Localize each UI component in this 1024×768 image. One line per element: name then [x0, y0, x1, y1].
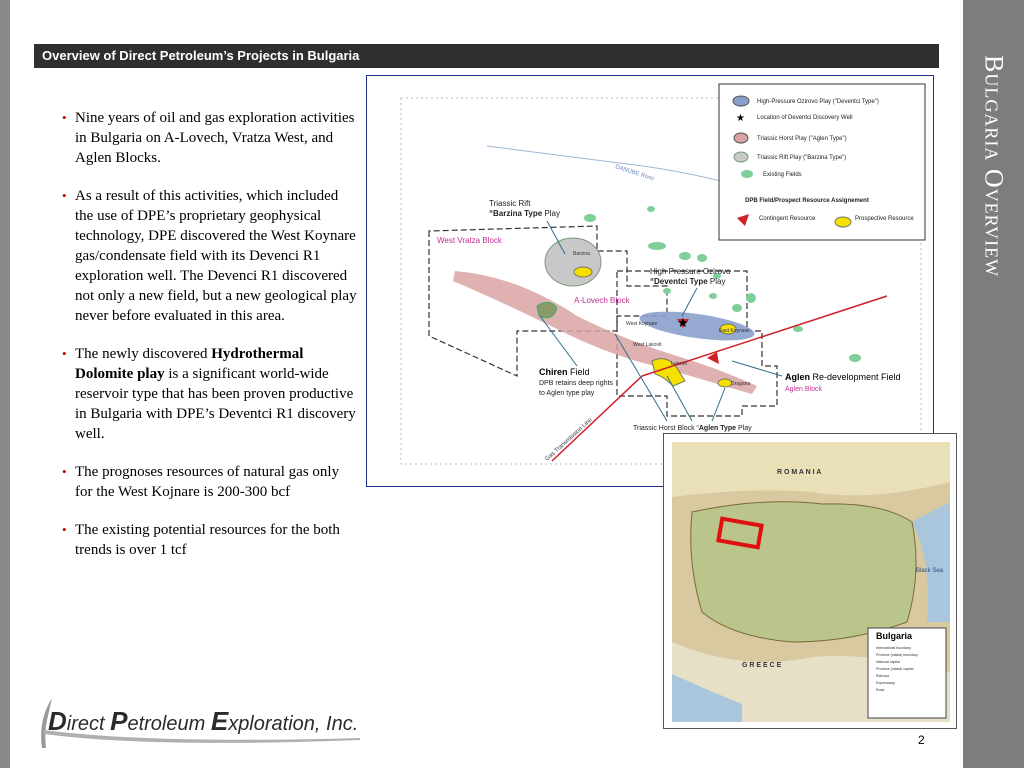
svg-text:High-Pressure Ozirovo Play ("D: High-Pressure Ozirovo Play ("Deventci Type"): [757, 99, 879, 105]
barzina-label: Barzina: [573, 251, 590, 257]
svg-text:Province (oblast) boundary: Province (oblast) boundary: [876, 653, 918, 657]
bullet-icon: •: [62, 346, 67, 361]
dragana-prospect: [718, 379, 732, 387]
chiren-note-2: to Aglen type play: [539, 390, 595, 397]
a-lovech-label: A-Lovech Block: [574, 296, 630, 305]
lukovit-label: Lukovit: [671, 361, 687, 367]
bullet-item: • Nine years of oil and gas exploration activities in Bulgaria on A-Lovech, Vratza West, and Aglen Blocks.: [62, 110, 355, 166]
map-legend: [719, 84, 925, 240]
svg-text:Contingent Resource: Contingent Resource: [759, 216, 816, 222]
barzina-rift: [545, 238, 601, 286]
horst-label: Triassic Horst Block “Aglen Type Play: [633, 425, 752, 432]
romania-label: R O M A N I A: [777, 469, 822, 476]
west-koynare-label: West Koynare: [626, 321, 658, 327]
bullet-list: [60, 108, 360, 578]
hp-label-1: High Pressure Ozirovo: [650, 267, 731, 276]
black-sea-label: Black Sea: [916, 568, 944, 574]
svg-text:Railroad: Railroad: [876, 674, 890, 678]
svg-text:International boundary: International boundary: [876, 646, 911, 650]
bullet-icon: •: [62, 110, 67, 125]
aglen-block-label: Aglen Block: [785, 386, 822, 393]
bullet-item: • The prognoses resources of natural gas only for the West Kojnare is 200-300 bcf: [62, 464, 340, 500]
hp-label-2: “Deventci Type Play: [650, 277, 726, 286]
svg-text:Expressway: Expressway: [876, 681, 895, 685]
inset-legend: [868, 628, 946, 718]
greece-label: G R E E C E: [742, 662, 782, 669]
west-lukovit-label: West Lukovit: [633, 342, 662, 348]
rift-label-2: “Barzina Type Play: [489, 209, 560, 218]
svg-text:Bulgaria: Bulgaria: [876, 631, 913, 641]
svg-text:★: ★: [736, 113, 745, 124]
dragana-label: Dragana: [731, 381, 751, 387]
bullet-icon: •: [62, 522, 67, 537]
rift-label-1: Triassic Rift: [489, 199, 531, 208]
bullet-icon: •: [62, 464, 67, 479]
deventci-well-icon: ★: [677, 315, 689, 330]
page-number: 2: [918, 733, 925, 747]
pipeline-label: Gas Transmission Line: [544, 417, 594, 463]
side-title: Bulgaria Overview: [979, 55, 1009, 278]
bulgaria-territory: [691, 502, 916, 642]
svg-text:Existing Fields: Existing Fields: [763, 172, 802, 178]
bullet-item: • As a result of this activities, which included the use of DPE’s proprietary geophysical technology, DPE discovered the West Koynare gas/condensate field with its Devenci R1 exploration well. The Devenci R1 discovered not only a new field, but a new geological play never before evaluated in this area.: [62, 188, 357, 324]
slide-title: Overview of Direct Petroleum’s Projects in Bulgaria: [34, 44, 939, 68]
aglen-label: Aglen Re-development Field: [785, 372, 901, 382]
bulgaria-location-map: [663, 433, 957, 729]
barzina-prospect: [574, 267, 592, 277]
svg-text:Province (oblast) capital: Province (oblast) capital: [876, 667, 914, 671]
left-border: [0, 0, 10, 768]
bullet-item: • The existing potential resources for the both trends is over 1 tcf: [62, 522, 340, 558]
west-vratza-label: West Vratza Block: [437, 236, 502, 245]
chiren-note-1: DPB retains deep rights: [539, 380, 613, 387]
svg-text:Road: Road: [876, 688, 885, 692]
chiren-label: Chiren Field: [539, 367, 590, 377]
svg-text:National capital: National capital: [876, 660, 900, 664]
svg-text:Prospective Resource: Prospective Resource: [855, 216, 914, 222]
svg-text:Triassic Rift Play ("Barzina T: Triassic Rift Play ("Barzina Type"): [757, 155, 847, 161]
svg-text:Location of Deventci Discovery: Location of Deventci Discovery Well: [757, 115, 853, 121]
east-koynare-label: East Koynare: [719, 328, 750, 334]
project-map: [366, 75, 934, 487]
svg-text:Triassic Horst Play ("Aglen Ty: Triassic Horst Play ("Aglen Type"): [757, 136, 847, 142]
bullet-icon: •: [62, 188, 67, 203]
side-title-bar: [963, 0, 1024, 768]
svg-text:DPB Field/Prospect Resource As: DPB Field/Prospect Resource Assignement: [745, 198, 869, 204]
company-name: Direct Petroleum Exploration, Inc.: [48, 706, 359, 736]
danube-label: DANUBE River: [614, 164, 655, 183]
bullet-item: • The newly discovered Hydrothermal Dolomite play is a significant world-wide reservoir type that has been proven productive in Bulgaria with DPE’s Deventci R1 discovery well.: [62, 346, 356, 442]
gas-pipeline: [552, 376, 642, 461]
